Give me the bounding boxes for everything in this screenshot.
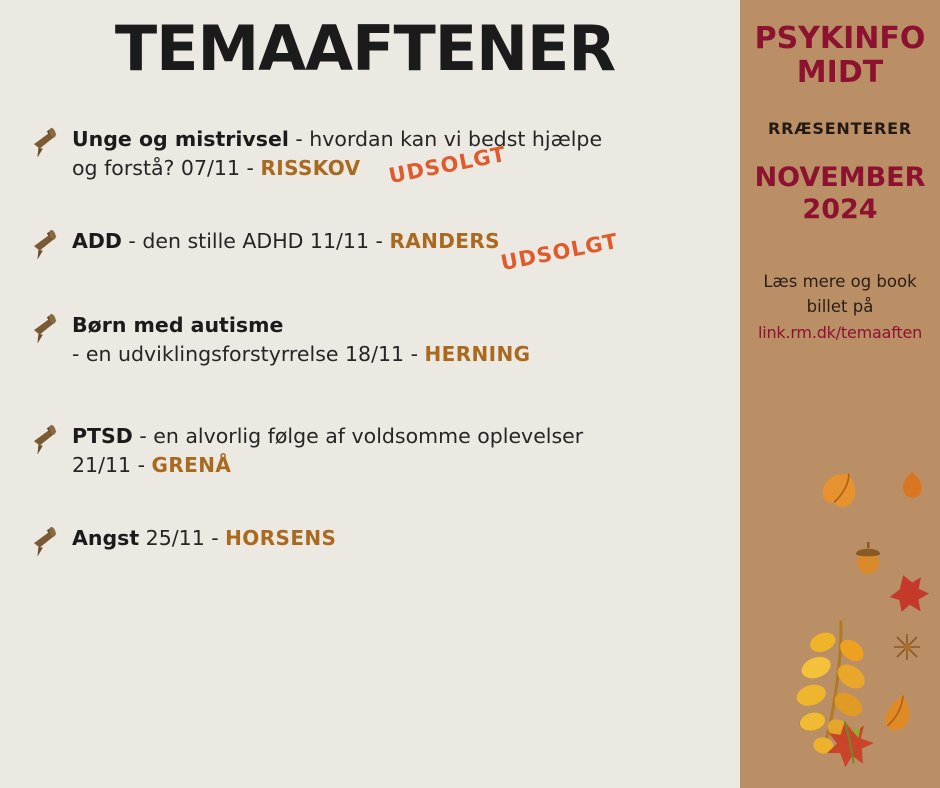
event-text bbox=[72, 125, 602, 183]
event-desc: - en udviklingsforstyrrelse 18/11 - bbox=[72, 342, 425, 367]
event-city: GRENÅ bbox=[151, 452, 232, 477]
list-item[interactable] bbox=[0, 227, 740, 276]
booking-line-2: billet på bbox=[806, 296, 874, 316]
event-city: HERNING bbox=[424, 342, 531, 367]
event-text bbox=[72, 524, 336, 553]
maple-leaf-icon bbox=[822, 718, 878, 779]
list-item[interactable] bbox=[0, 125, 740, 189]
year-label: 2024 bbox=[802, 194, 878, 226]
sold-out-badge: UDSOLGT bbox=[498, 229, 621, 276]
event-list bbox=[0, 125, 740, 556]
event-desc: - den stille ADHD 11/11 - bbox=[121, 229, 390, 254]
event-desc: - hvordan kan vi bedst hjælpe bbox=[288, 127, 603, 152]
event-city: RANDERS bbox=[389, 229, 500, 254]
event-date: 21/11 - bbox=[72, 452, 152, 477]
booking-info bbox=[750, 270, 930, 346]
sidebar-content bbox=[740, 0, 940, 345]
leaf-icon bbox=[876, 692, 920, 745]
event-city: HORSENS bbox=[225, 525, 337, 550]
event-desc: - en alvorlig følge af voldsomme oplevelser bbox=[132, 423, 584, 448]
page-title: TEMAAFTENER bbox=[114, 12, 616, 85]
event-text bbox=[72, 227, 500, 256]
pushpin-icon bbox=[30, 313, 64, 343]
pushpin-icon bbox=[30, 526, 64, 556]
event-title: ADD bbox=[72, 229, 122, 254]
event-title: Angst bbox=[72, 525, 140, 550]
sidebar bbox=[740, 0, 940, 788]
month-year bbox=[750, 162, 930, 226]
leaf-icon bbox=[888, 572, 932, 621]
brand-line-1: PSYKINFO bbox=[754, 21, 926, 56]
acorn-icon bbox=[852, 540, 884, 581]
event-date: og forstå? 07/11 - bbox=[72, 156, 261, 181]
brand-line-2: MIDT bbox=[796, 54, 884, 90]
brand-name bbox=[750, 22, 930, 89]
event-text bbox=[72, 311, 530, 369]
pushpin-icon bbox=[30, 127, 64, 157]
presents-label: RRÆSENTERER bbox=[767, 119, 913, 139]
list-item[interactable] bbox=[0, 422, 740, 480]
leaf-icon bbox=[898, 470, 926, 505]
booking-link[interactable]: link.rm.dk/temaaften bbox=[757, 323, 923, 343]
seedpod-icon bbox=[892, 632, 922, 667]
leaf-icon bbox=[818, 468, 864, 517]
month-label: NOVEMBER bbox=[754, 162, 926, 194]
pushpin-icon bbox=[30, 424, 64, 454]
event-city: RISSKOV bbox=[260, 156, 361, 181]
event-title: PTSD bbox=[72, 423, 133, 448]
event-title: Børn med autisme bbox=[72, 313, 284, 338]
pushpin-icon bbox=[30, 229, 64, 259]
sold-out-badge: UDSOLGT bbox=[386, 141, 509, 189]
event-title: Unge og mistrivsel bbox=[72, 127, 289, 152]
booking-line-1: Læs mere og book bbox=[763, 271, 917, 291]
event-desc: 25/11 - bbox=[139, 525, 226, 550]
list-item[interactable] bbox=[0, 524, 740, 556]
list-item[interactable] bbox=[0, 311, 740, 369]
event-text bbox=[72, 422, 583, 480]
